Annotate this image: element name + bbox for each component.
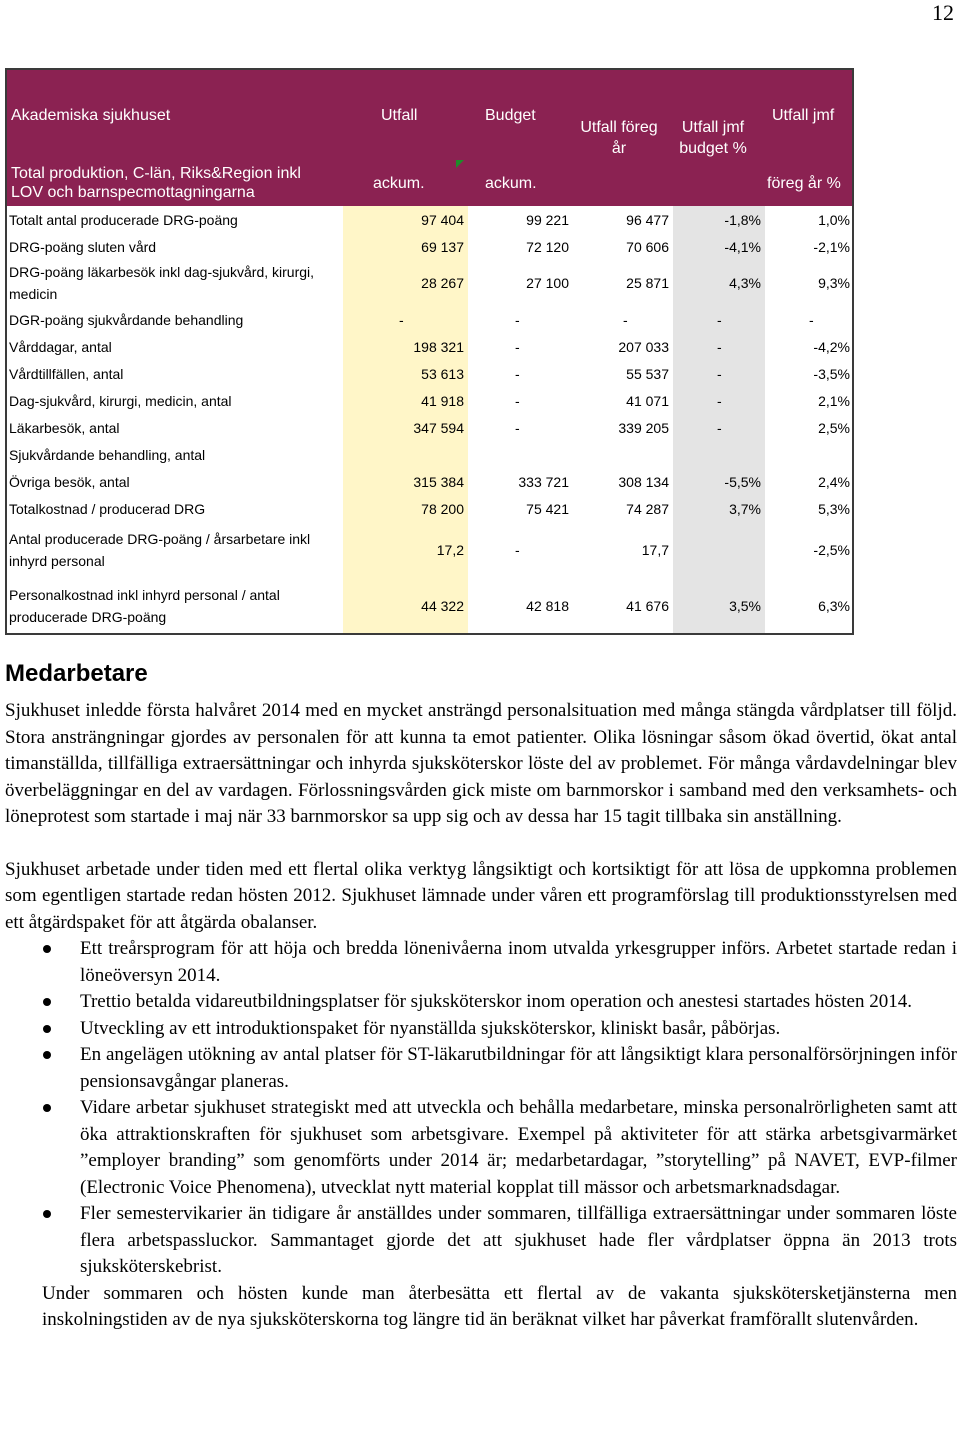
- cell-vs-prev-year: -: [809, 311, 814, 328]
- row-label: Sjukvårdande behandling, antal: [9, 446, 206, 463]
- cell-prev-year: 308 134: [618, 473, 669, 490]
- cell-prev-year: 207 033: [618, 338, 669, 355]
- cell-vs-budget: 3,7%: [673, 495, 765, 522]
- cell-vs-budget: -: [673, 306, 765, 333]
- cell-budget: 99 221: [526, 211, 569, 228]
- row-label: Totalt antal producerade DRG-poäng: [9, 211, 238, 228]
- cell-budget: 72 120: [526, 238, 569, 255]
- cell-budget: -: [515, 542, 520, 558]
- row-label: Vårddagar, antal: [9, 338, 112, 355]
- row-label: Personalkostnad inkl inhyrd personal / antal producerade DRG-poäng: [9, 586, 280, 625]
- cell-vs-prev-year: 6,3%: [818, 597, 850, 614]
- cell-vs-budget: [673, 522, 765, 578]
- row-label: Dag-sjukvård, kirurgi, medicin, antal: [9, 392, 232, 409]
- cell-utfall: 315 384: [343, 468, 468, 495]
- table-row: [7, 360, 852, 387]
- row-label: Övriga besök, antal: [9, 473, 130, 490]
- cell-budget: [468, 441, 573, 468]
- cell-vs-budget: -: [673, 360, 765, 387]
- bullet-icon: [43, 945, 51, 953]
- col5-bottom: föreg år %: [767, 175, 841, 192]
- col4-line2: budget %: [679, 140, 747, 157]
- cell-vs-budget: 4,3%: [673, 260, 765, 306]
- table-row: [7, 206, 852, 233]
- list-item: Fler semestervikarier än tidigare år anställdes under sommaren, tillfälliga extraersättningar under sommaren löste flera arbetspassluckor. Sammantaget gjorde det att sjukhuset hade fler vårdplatser öppna än 2013 trots sjuksköterskebrist.: [80, 1201, 957, 1281]
- col2-bottom: ackum.: [485, 175, 537, 192]
- row-label: Läkarbesök, antal: [9, 419, 120, 436]
- cell-vs-budget: -5,5%: [673, 468, 765, 495]
- cell-budget: -: [515, 338, 520, 355]
- bullet-list: [5, 936, 957, 1281]
- header-subtitle-line2: LOV och barnspecmottagningarna: [11, 184, 255, 201]
- cell-vs-prev-year: 2,1%: [818, 392, 850, 409]
- cell-vs-prev-year: [765, 441, 852, 468]
- cell-prev-year: 55 537: [626, 365, 669, 382]
- medarbetare-section: [5, 660, 957, 1334]
- cell-prev-year: 25 871: [626, 275, 669, 291]
- table-header: [7, 70, 852, 206]
- cell-utfall: 41 918: [343, 387, 468, 414]
- comment-marker: [456, 160, 464, 168]
- cell-budget: -: [515, 419, 520, 436]
- list-item: Vidare arbetar sjukhuset strategiskt med att utveckla och behålla medarbetare, minska personalrörligheten samt att öka attraktionskraften för sjukhuset som arbetsgivare. Exempel på aktiviteter för att stärka arbetsgivarmärket ”employer branding” som genomförts under 2014 är; medarbetardagar, ”storytelling” på NAVET, EVP-filmer (Electronic Voice Phenomena), utvecklat nytt material kopplat till mässor och arbetsmarknadsdagar.: [80, 1095, 957, 1201]
- table-row: [7, 233, 852, 260]
- cell-vs-budget: -: [673, 333, 765, 360]
- cell-utfall: 198 321: [343, 333, 468, 360]
- cell-prev-year: 339 205: [618, 419, 669, 436]
- cell-prev-year: 41 676: [626, 597, 669, 614]
- cell-prev-year: 41 071: [626, 392, 669, 409]
- col3-line1: Utfall föreg: [580, 119, 658, 136]
- cell-budget: 42 818: [526, 597, 569, 614]
- bullet-icon: [43, 1210, 51, 1218]
- row-label: DRG-poäng sluten vård: [9, 238, 157, 255]
- list-item: Ett treårsprogram för att höja och bredda lönenivåerna inom utvalda yrkesgrupper införs. Arbetet startade redan i löneöversyn 2014.: [80, 936, 957, 989]
- cell-vs-prev-year: 2,5%: [818, 419, 850, 436]
- table-row: [7, 468, 852, 495]
- cell-vs-prev-year: -3,5%: [813, 365, 850, 382]
- table-row: [7, 495, 852, 522]
- cell-utfall: -: [343, 306, 468, 333]
- cell-vs-budget: -: [673, 387, 765, 414]
- cell-budget: -: [515, 365, 520, 382]
- cell-budget: 75 421: [526, 500, 569, 517]
- table-row: [7, 306, 852, 333]
- cell-utfall: 44 322: [343, 578, 468, 633]
- cell-budget: -: [515, 392, 520, 409]
- table-row: [7, 578, 852, 633]
- row-label: Antal producerade DRG-poäng / årsarbetare inkl inhyrd personal: [9, 531, 311, 569]
- cell-vs-budget: 3,5%: [673, 578, 765, 633]
- cell-vs-prev-year: -4,2%: [813, 338, 850, 355]
- header-subtitle-line1: Total produktion, C-län, Riks&Region inkl: [11, 165, 301, 182]
- paragraph: Under sommaren och hösten kunde man återbesätta ett flertal av de vakanta sjukskötersketjänsterna men inskolningstiden av de nya sjuksköterskorna tog längre tid än beräknat vilket har påverkat framförallt slutenvården.: [42, 1282, 957, 1330]
- table-row: [7, 441, 852, 468]
- header-title: Akademiska sjukhuset: [11, 107, 171, 124]
- cell-vs-prev-year: 9,3%: [818, 275, 850, 291]
- cell-utfall: 97 404: [343, 206, 468, 233]
- production-table: [5, 68, 854, 635]
- cell-vs-prev-year: -2,1%: [813, 238, 850, 255]
- cell-prev-year: -: [623, 311, 628, 328]
- cell-prev-year: 17,7: [641, 542, 669, 558]
- col4-line1: Utfall jmf: [681, 119, 745, 136]
- row-label: DRG-poäng läkarbesök inkl dag-sjukvård, kirurgi, medicin: [9, 264, 315, 302]
- list-item: En angelägen utökning av antal platser för ST-läkarutbildningar för att långsiktigt klara personalförsörjningen inför pensionsavgångar planeras.: [80, 1042, 957, 1095]
- cell-vs-budget: -1,8%: [673, 206, 765, 233]
- paragraph: Sjukhuset inledde första halvåret 2014 med en mycket ansträngd personalsituation med många stängda vårdplatser till följd. Stora ansträngningar gjordes av personalen för att kunna ta emot patienter. Olika lösningar såsom ökad övertid, ökat antal timanställda, tillfälliga extraersättningar och inhyrda sjuksköterskor löste del av problemet. För många vårdavdelningar blev överbeläggningar en del av vardagen. Förlossningsvården gick miste om barnmorskor i samband med den verksamhets- och löneprotest som startade i maj när 33 barnmorskor sa upp sig och av dessa har 15 tagit tillbaka sin anställning.: [5, 700, 957, 827]
- cell-utfall: 78 200: [343, 495, 468, 522]
- col5-top: Utfall jmf: [772, 107, 835, 124]
- row-label: DGR-poäng sjukvårdande behandling: [9, 311, 244, 328]
- cell-utfall: 17,2: [343, 522, 468, 578]
- cell-vs-budget: [673, 441, 765, 468]
- cell-vs-prev-year: 1,0%: [818, 211, 850, 228]
- section-heading: Medarbetare: [5, 660, 148, 687]
- cell-vs-budget: -: [673, 414, 765, 441]
- cell-vs-prev-year: -2,5%: [813, 542, 850, 558]
- cell-prev-year: 74 287: [626, 500, 669, 517]
- cell-budget: 333 721: [518, 473, 569, 490]
- cell-vs-prev-year: 2,4%: [818, 473, 850, 490]
- page-number: 12: [932, 0, 954, 25]
- table-row: [7, 333, 852, 360]
- cell-budget: -: [515, 311, 520, 328]
- list-item: Utveckling av ett introduktionspaket för nyanställda sjuksköterskor, kliniskt basår, påbörjas.: [80, 1016, 957, 1043]
- cell-utfall: 69 137: [343, 233, 468, 260]
- bullet-icon: [43, 998, 51, 1006]
- cell-utfall: 347 594: [343, 414, 468, 441]
- bullet-icon: [43, 1051, 51, 1059]
- table-row: [7, 387, 852, 414]
- paragraph: Sjukhuset arbetade under tiden med ett flertal olika verktyg långsiktigt och kortsiktigt för att lösa de uppkomna problemen som egentligen startade redan hösten 2012. Sjukhuset lämnade under våren ett programförslag till produktionsstyrelsen med ett åtgärdspaket för att åtgärda obalanser.: [5, 858, 957, 933]
- col2-top: Budget: [485, 107, 536, 124]
- cell-utfall: 28 267: [343, 260, 468, 306]
- row-label: Vårdtillfällen, antal: [9, 365, 124, 382]
- cell-budget: 27 100: [526, 275, 569, 291]
- cell-utfall: 53 613: [343, 360, 468, 387]
- bullet-icon: [43, 1104, 51, 1112]
- cell-utfall: [343, 441, 468, 468]
- col1-bottom: ackum.: [373, 175, 425, 192]
- table-row: [7, 522, 852, 578]
- cell-vs-prev-year: 5,3%: [818, 500, 850, 517]
- row-label: Totalkostnad / producerad DRG: [9, 500, 206, 517]
- cell-prev-year: 70 606: [626, 238, 669, 255]
- table-row: [7, 260, 852, 306]
- cell-prev-year: 96 477: [626, 211, 669, 228]
- col1-top: Utfall: [381, 107, 418, 124]
- list-item: Trettio betalda vidareutbildningsplatser för sjuksköterskor inom operation och anestesi startades hösten 2014.: [80, 989, 957, 1016]
- cell-vs-budget: -4,1%: [673, 233, 765, 260]
- table-row: [7, 414, 852, 441]
- cell-prev-year: [573, 441, 673, 468]
- col3-line2: år: [611, 140, 627, 157]
- bullet-icon: [43, 1025, 51, 1033]
